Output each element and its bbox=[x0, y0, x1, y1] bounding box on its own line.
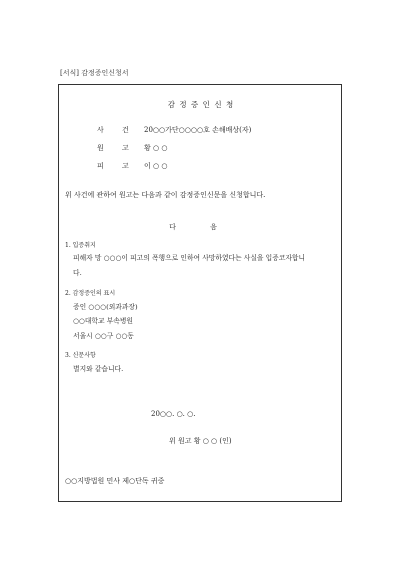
case-value: 20○○가단○○○○호 손해배상(자) bbox=[144, 126, 252, 134]
signature-line: 위 원고 황 ○ ○ (인) bbox=[169, 437, 232, 445]
form-label: [서식] 감정증인신청서 bbox=[60, 69, 129, 77]
section-line: 증인 ○○○(외과과장) bbox=[73, 303, 138, 311]
section-heading-questions: 3. 신문사항 bbox=[65, 352, 96, 359]
section-line: 다. bbox=[73, 269, 82, 277]
defendant-label: 피 고 bbox=[97, 162, 137, 170]
case-label: 사 건 bbox=[97, 126, 137, 134]
section-heading-witness: 2. 감정증인의 표시 bbox=[65, 290, 116, 297]
defendant-value: 이 ○ ○ bbox=[144, 162, 168, 170]
section-line: 별지와 같습니다. bbox=[73, 365, 124, 373]
section-line: 서울시 ○○구 ○○동 bbox=[73, 332, 134, 340]
document-date: 20○○. ○. ○. bbox=[151, 410, 196, 418]
plaintiff-value: 황 ○ ○ bbox=[144, 144, 168, 152]
court-addressee: ○○지방법원 민사 제○단독 귀중 bbox=[65, 477, 165, 485]
document-title: 감 정 증 인 신 청 bbox=[167, 100, 235, 109]
document-box bbox=[58, 84, 342, 502]
section-line: ○○대학교 부속병원 bbox=[73, 317, 133, 325]
plaintiff-label: 원 고 bbox=[97, 144, 137, 152]
sub-heading: 다 음 bbox=[169, 223, 233, 231]
section-heading-purpose: 1. 입증취지 bbox=[65, 242, 96, 249]
intro-text: 위 사건에 관하여 원고는 다음과 같이 감정증인신문을 신청합니다. bbox=[65, 191, 266, 199]
section-line: 피해자 망 ○○○이 피고의 폭행으로 인하여 사망하였다는 사실을 입증코자합니 bbox=[73, 254, 306, 262]
